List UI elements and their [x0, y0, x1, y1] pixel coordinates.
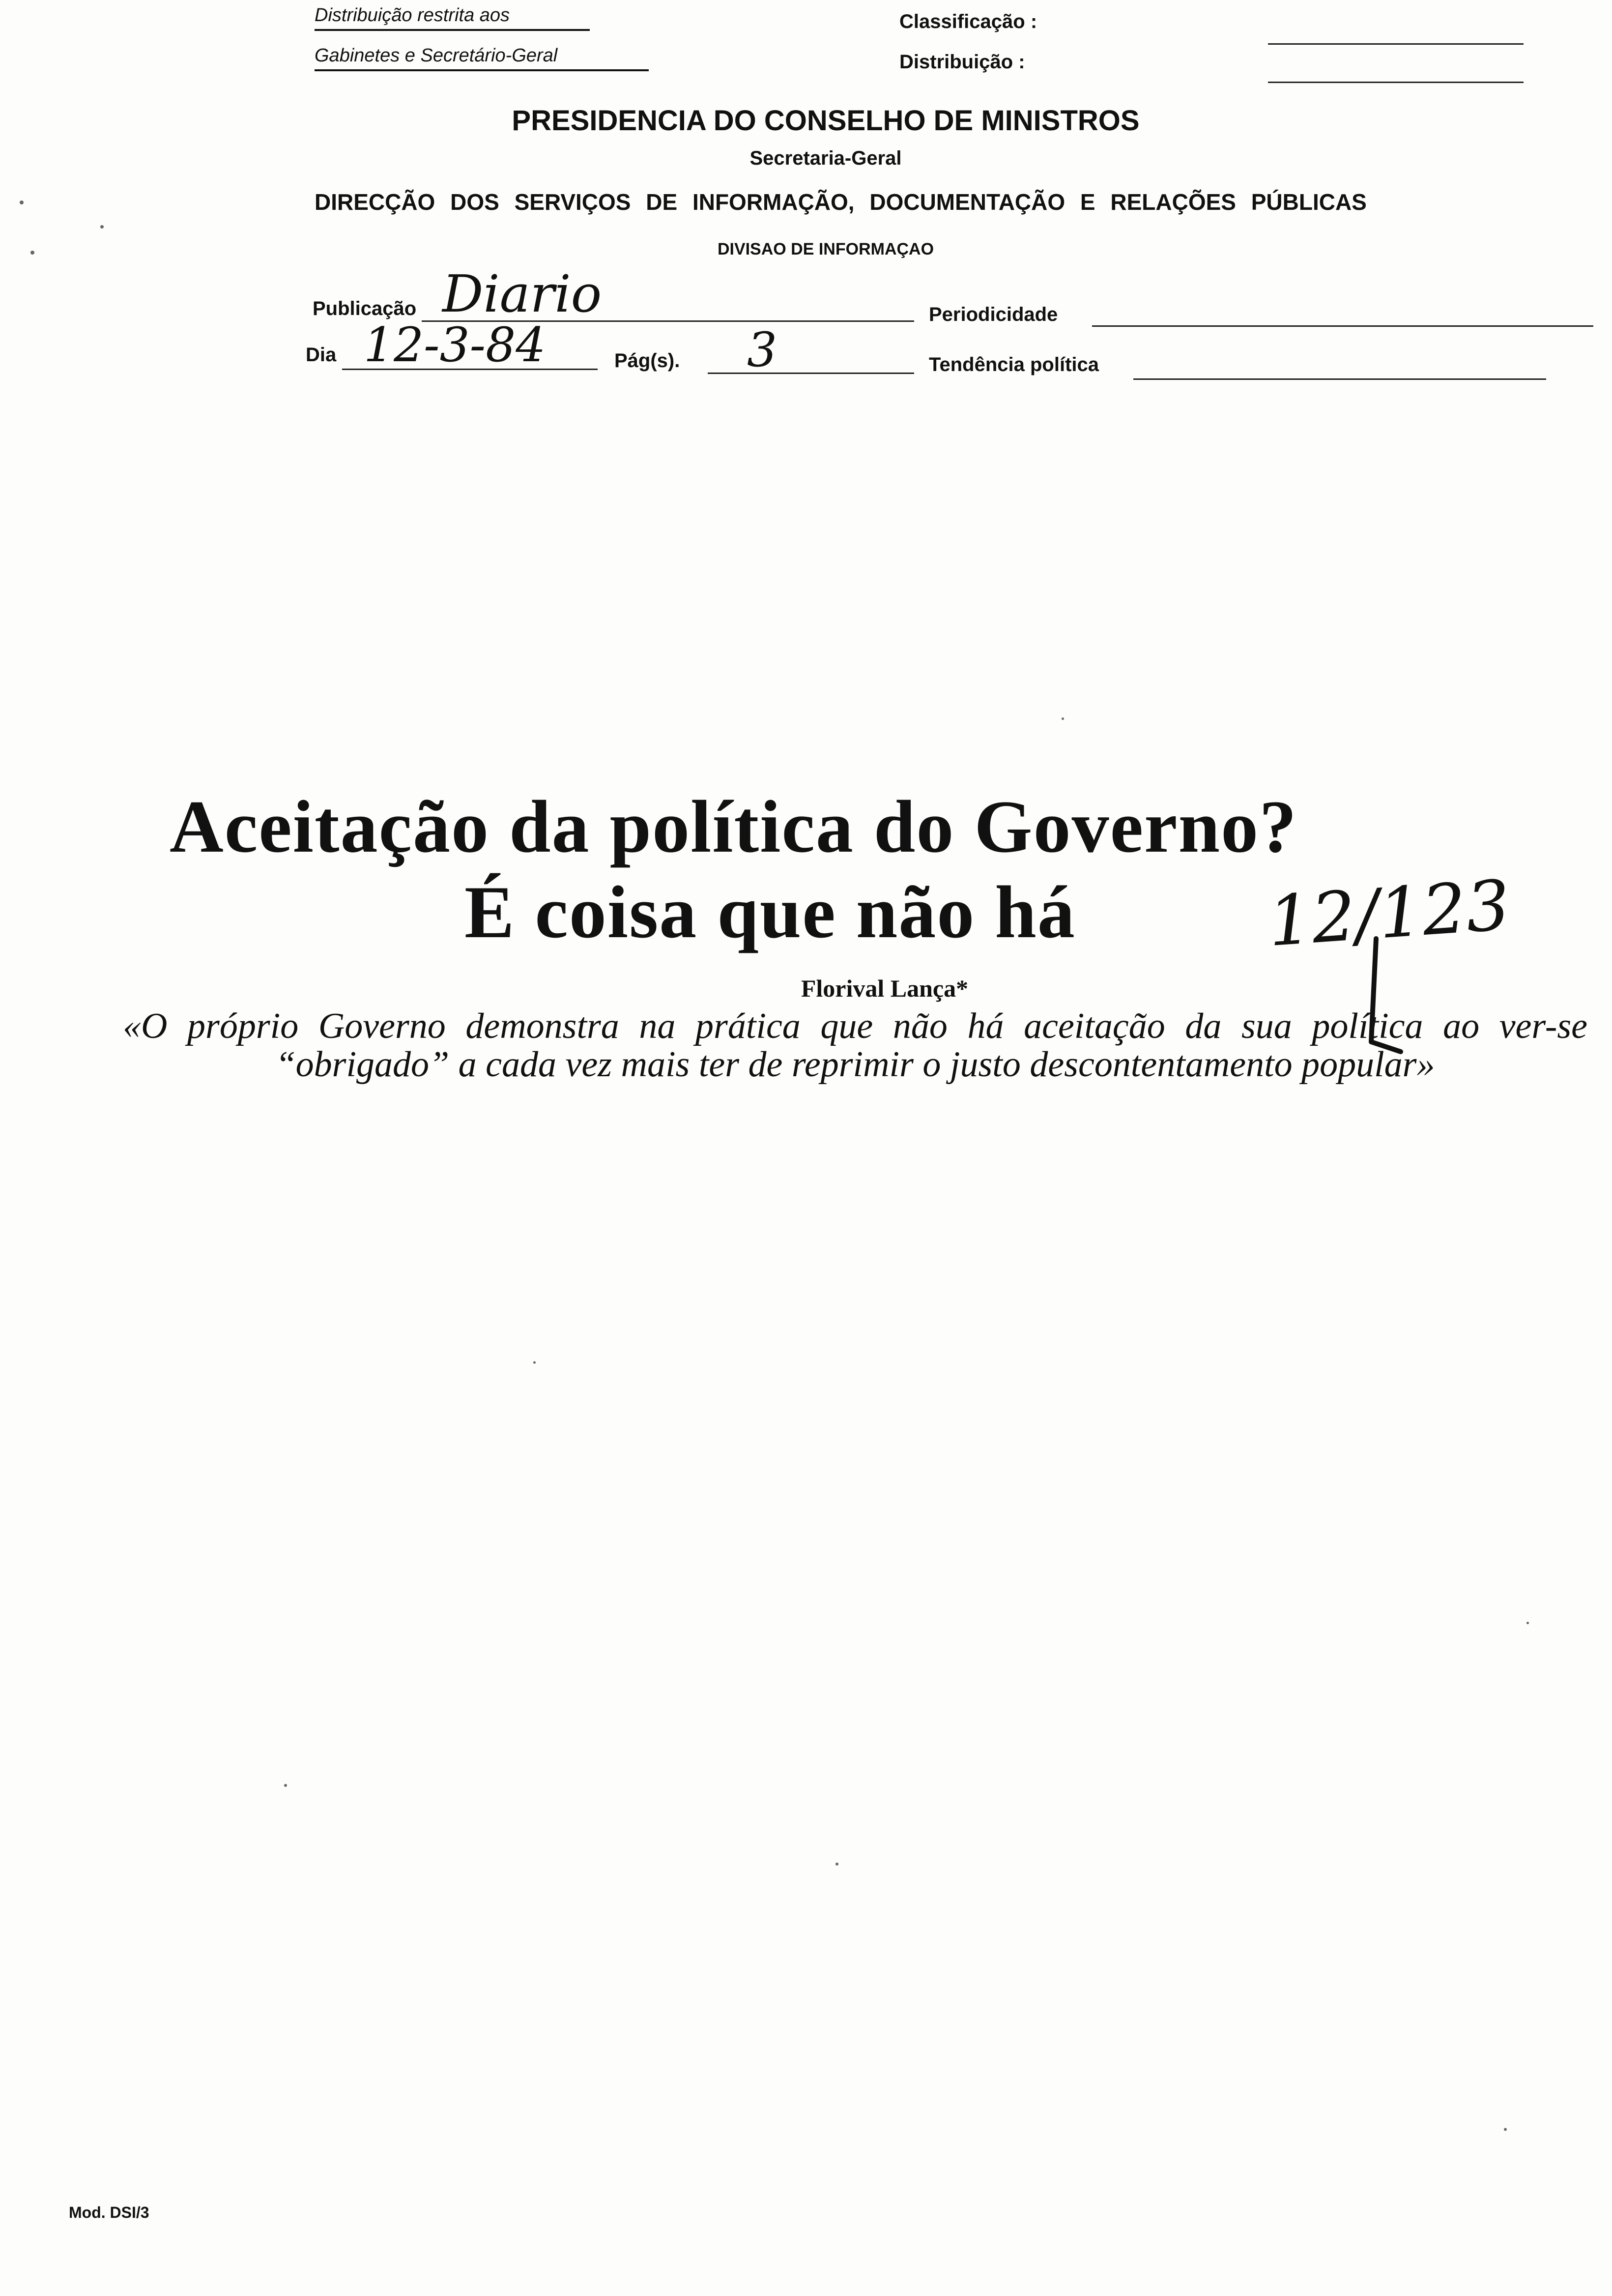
publicacao-label: Publicação	[313, 298, 417, 319]
publicacao-value: Diario	[442, 264, 602, 324]
scan-speck	[1062, 718, 1064, 720]
periodicidade-label: Periodicidade	[929, 304, 1058, 325]
division-title: DIVISAO DE INFORMAÇAO	[717, 240, 934, 258]
scan-speck	[1526, 1622, 1529, 1624]
pags-line	[708, 373, 914, 374]
tendencia-label: Tendência política	[929, 354, 1099, 375]
distribution-line-2: Gabinetes e Secretário-Geral	[315, 45, 649, 71]
dia-value: 12-3-84	[364, 317, 546, 373]
distribuicao-line	[1268, 82, 1524, 83]
secretariat-title: Secretaria-Geral	[749, 147, 902, 169]
pags-value: 3	[747, 322, 777, 377]
scan-speck	[533, 1361, 536, 1364]
headline-line-2: É coisa que não há	[464, 871, 1076, 953]
scan-speck	[100, 225, 104, 229]
pags-label: Pág(s).	[614, 350, 680, 372]
author-byline: Florival Lança*	[801, 975, 969, 1002]
dia-line	[342, 369, 598, 370]
periodicidade-line	[1092, 325, 1593, 327]
headline-line-1: Aceitação da política do Governo?	[170, 785, 1298, 868]
scan-speck	[835, 1863, 838, 1866]
form-code: Mod. DSI/3	[69, 2204, 149, 2221]
distribuicao-label: Distribuição :	[899, 51, 1025, 73]
directorate-title: DIRECÇÃO DOS SERVIÇOS DE INFORMAÇÃO, DOCUMENTAÇÃO E RELAÇÕES PÚBLICAS	[315, 189, 1367, 215]
classificacao-line	[1268, 43, 1524, 45]
scan-speck	[1504, 2128, 1507, 2131]
classificacao-label: Classificação :	[899, 11, 1037, 32]
dia-label: Dia	[306, 344, 337, 366]
scan-speck	[30, 251, 34, 255]
article-lead: «O próprio Governo demonstra na prática que não há aceitação da sua política ao ver-se “obrigado” a cada vez mais ter de reprimir o justo descontentamento popular»	[123, 1006, 1587, 1085]
handwritten-annotation: 12/123	[1265, 865, 1513, 962]
tendencia-line	[1133, 378, 1546, 380]
organization-title: PRESIDENCIA DO CONSELHO DE MINISTROS	[512, 105, 1140, 137]
scan-speck	[284, 1784, 287, 1787]
distribution-line-1: Distribuição restrita aos	[315, 5, 590, 31]
scan-speck	[20, 201, 24, 204]
